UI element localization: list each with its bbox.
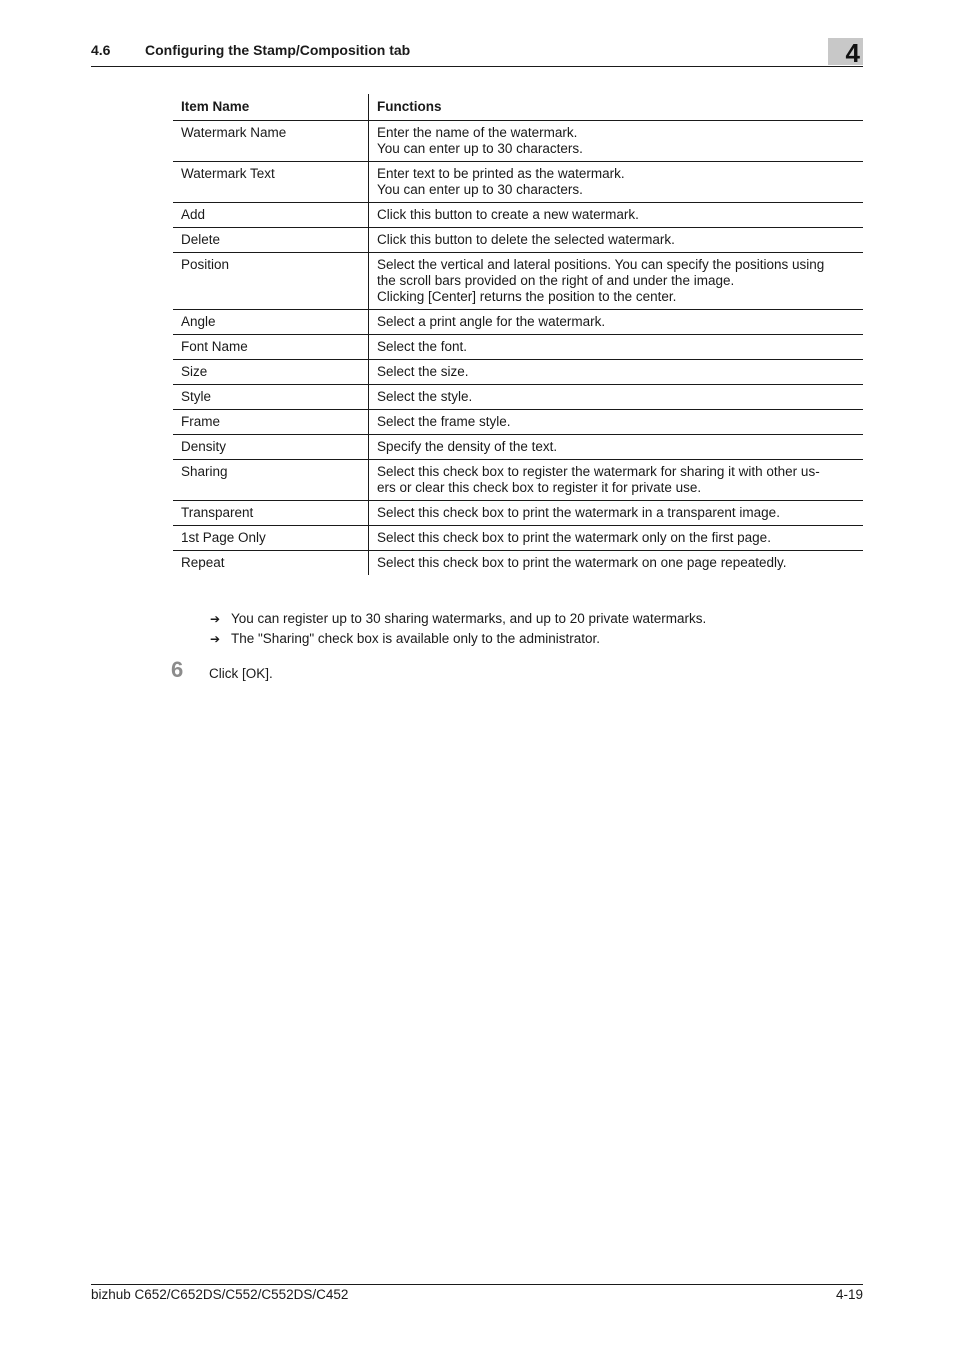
item-name-cell: Watermark Text: [173, 162, 369, 203]
note-item: [210, 629, 706, 649]
table-row: [173, 162, 863, 203]
item-name-cell: Font Name: [173, 335, 369, 360]
item-name-cell: Add: [173, 203, 369, 228]
table-row: [173, 410, 863, 435]
note-text: You can register up to 30 sharing watermarks, and up to 20 private watermarks.: [231, 611, 707, 626]
functions-cell: [369, 228, 864, 253]
note-item: [210, 609, 706, 629]
function-line: Click this button to delete the selected watermark.: [377, 232, 675, 247]
functions-cell: [369, 203, 864, 228]
function-line: Specify the density of the text.: [377, 439, 558, 454]
function-line: Select a print angle for the watermark.: [377, 314, 606, 329]
functions-cell: [369, 385, 864, 410]
item-name-cell: Style: [173, 385, 369, 410]
table-row: [173, 310, 863, 335]
functions-cell: [369, 551, 864, 576]
chapter-tab: [828, 38, 863, 68]
item-name-cell: 1st Page Only: [173, 526, 369, 551]
function-line: Click this button to create a new watermark.: [377, 207, 639, 222]
function-line: Select the font.: [377, 339, 468, 354]
table-row: [173, 501, 863, 526]
column-header-functions: Functions: [369, 94, 864, 121]
procedure-step: [171, 657, 571, 687]
table-row: [173, 435, 863, 460]
functions-cell: [369, 121, 864, 162]
function-line: Select the size.: [377, 364, 469, 379]
function-line: Enter text to be printed as the watermark.: [377, 166, 625, 181]
page-number: 4-19: [835, 1287, 863, 1302]
step-number: 6: [171, 657, 184, 682]
section-number: 4.6: [91, 42, 111, 58]
page-footer: [91, 1284, 863, 1302]
item-name-cell: Sharing: [173, 460, 369, 501]
functions-cell: [369, 253, 864, 310]
item-name-cell: Density: [173, 435, 369, 460]
function-line: Enter the name of the watermark.: [377, 125, 578, 140]
table-row: [173, 551, 863, 576]
table-row: [173, 253, 863, 310]
item-name-cell: Size: [173, 360, 369, 385]
table-row: [173, 335, 863, 360]
functions-cell: [369, 410, 864, 435]
function-line: Select this check box to register the watermark for sharing it with other us-: [377, 464, 820, 479]
item-name-cell: Angle: [173, 310, 369, 335]
functions-cell: [369, 526, 864, 551]
function-line: You can enter up to 30 characters.: [377, 182, 583, 197]
function-line: the scroll bars provided on the right of and under the image.: [377, 273, 735, 288]
arrow-right-icon: ➔: [210, 612, 221, 626]
arrow-right-icon: ➔: [210, 632, 221, 646]
functions-cell: [369, 162, 864, 203]
function-line: Clicking [Center] returns the position to the center.: [377, 289, 677, 304]
table-row: [173, 385, 863, 410]
note-text: The "Sharing" check box is available only to the administrator.: [231, 631, 601, 646]
functions-cell: [369, 335, 864, 360]
functions-cell: [369, 501, 864, 526]
table-row: [173, 203, 863, 228]
table-body: [173, 121, 863, 576]
footer-model: bizhub C652/C652DS/C552/C552DS/C452: [91, 1287, 349, 1302]
function-line: Select the style.: [377, 389, 473, 404]
chapter-number: 4: [845, 38, 860, 68]
page-header: [91, 38, 863, 67]
table-header-row: [173, 94, 863, 121]
functions-cell: [369, 435, 864, 460]
step-text: Click [OK].: [209, 666, 273, 681]
function-line: You can enter up to 30 characters.: [377, 141, 583, 156]
item-functions-table: [173, 94, 863, 575]
function-line: Select the vertical and lateral positions. You can specify the positions using: [377, 257, 825, 272]
column-header-item-name: Item Name: [173, 94, 369, 121]
table-row: [173, 460, 863, 501]
functions-cell: [369, 360, 864, 385]
function-line: Select this check box to print the watermark only on the first page.: [377, 530, 771, 545]
notes-list: [210, 609, 706, 649]
item-name-cell: Transparent: [173, 501, 369, 526]
function-line: Select this check box to print the watermark in a transparent image.: [377, 505, 780, 520]
section-title: Configuring the Stamp/Composition tab: [145, 42, 411, 58]
item-name-cell: Position: [173, 253, 369, 310]
function-line: Select the frame style.: [377, 414, 511, 429]
table-row: [173, 360, 863, 385]
item-name-cell: Watermark Name: [173, 121, 369, 162]
item-name-cell: Frame: [173, 410, 369, 435]
table-row: [173, 526, 863, 551]
functions-cell: [369, 460, 864, 501]
table-row: [173, 228, 863, 253]
function-line: ers or clear this check box to register it for private use.: [377, 480, 702, 495]
item-name-cell: Repeat: [173, 551, 369, 576]
function-line: Select this check box to print the watermark on one page repeatedly.: [377, 555, 787, 570]
item-name-cell: Delete: [173, 228, 369, 253]
functions-cell: [369, 310, 864, 335]
table-row: [173, 121, 863, 162]
